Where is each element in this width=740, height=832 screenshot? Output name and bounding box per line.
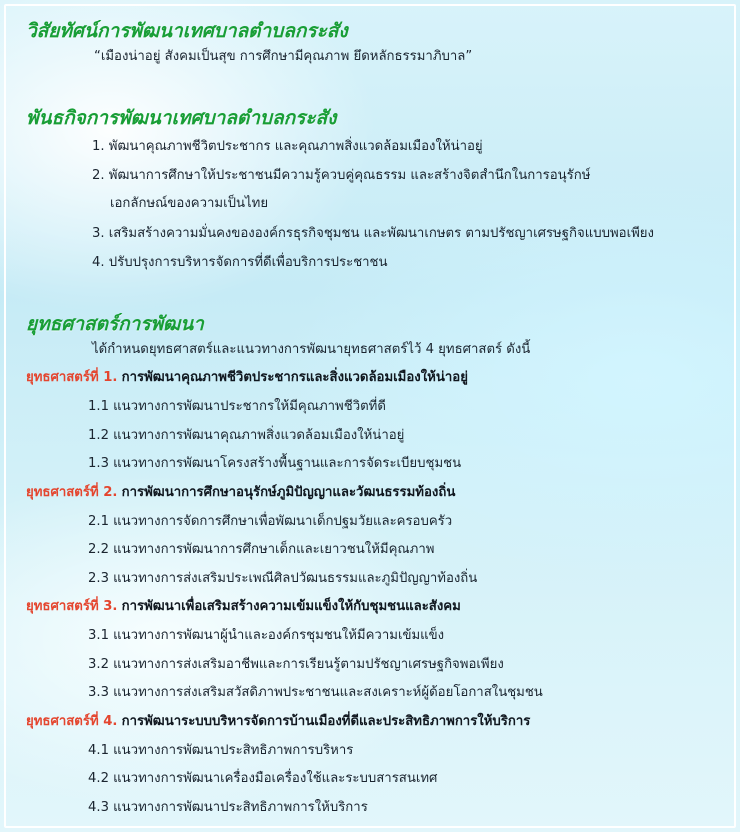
mission-item-2: 2. พัฒนาการศึกษาให้ประชาชนมีความรู้ควบคู่คุณธรรม และสร้างจิตสำนึกในการอนุรักษ์ [92,168,591,183]
approach-3-1: 3.1 แนวทางการพัฒนาผู้นำและองค์กรชุมชนให้มีความเข้มแข็ง [88,628,445,643]
approach-3-2: 3.2 แนวทางการส่งเสริมอาชีพและการเรียนรู้ตามปรัชญาเศรษฐกิจพอเพียง [88,657,504,672]
strategy-heading: ยุทธศาสตร์การพัฒนา [26,313,204,335]
approach-2-3: 2.3 แนวทางการส่งเสริมประเพณีศิลปวัฒนธรรมและภูมิปัญญาท้องถิ่น [88,571,478,586]
strategy-4-title: การพัฒนาระบบบริหารจัดการบ้านเมืองที่ดีและประสิทธิภาพการให้บริการ [121,714,531,729]
approach-4-3: 4.3 แนวทางการพัฒนาประสิทธิภาพการให้บริการ [88,800,368,815]
approach-4-2: 4.2 แนวทางการพัฒนาเครื่องมือเครื่องใช้และระบบสารสนเทศ [88,771,438,786]
strategy-4-prefix: ยุทธศาสตร์ที่ 4. [26,714,118,729]
strategy-4-title-row [26,714,530,730]
approach-1-1: 1.1 แนวทางการพัฒนาประชากรให้มีคุณภาพชีวิตที่ดี [88,399,386,414]
strategy-1-title-row [26,370,468,386]
approach-4-1: 4.1 แนวทางการพัฒนาประสิทธิภาพการบริหาร [88,743,354,758]
strategy-3-title-row [26,599,461,615]
strategy-2-title-row [26,485,455,501]
mission-item-1: 1. พัฒนาคุณภาพชีวิตประชากร และคุณภาพสิ่งแวดล้อมเมืองให้น่าอยู่ [92,139,483,154]
mission-item-4: 4. ปรับปรุงการบริหารจัดการที่ดีเพื่อบริการประชาชน [92,255,388,270]
vision-statement: “เมืองน่าอยู่ สังคมเป็นสุข การศึกษามีคุณภาพ ยึดหลักธรรมาภิบาล” [94,49,473,64]
mission-item-3: 3. เสริมสร้างความมั่นคงขององค์กรธุรกิจชุมชน และพัฒนาเกษตร ตามปรัชญาเศรษฐกิจแบบพอเพียง [92,226,654,241]
approach-2-1: 2.1 แนวทางการจัดการศึกษาเพื่อพัฒนาเด็กปฐมวัยและครอบครัว [88,514,453,529]
vision-heading: วิสัยทัศน์การพัฒนาเทศบาลตำบลกระสัง [26,20,348,42]
approach-2-2: 2.2 แนวทางการพัฒนาการศึกษาเด็กและเยาวชนให้มีคุณภาพ [88,542,435,557]
strategy-2-title: การพัฒนาการศึกษาอนุรักษ์ภูมิปัญญาและวัฒนธรรมท้องถิ่น [121,485,456,500]
mission-heading: พันธกิจการพัฒนาเทศบาลตำบลกระสัง [26,107,337,129]
strategy-1-title: การพัฒนาคุณภาพชีวิตประชากรและสิ่งแวดล้อมเมืองให้น่าอยู่ [121,370,468,385]
strategy-1-prefix: ยุทธศาสตร์ที่ 1. [26,370,118,385]
strategy-2-prefix: ยุทธศาสตร์ที่ 2. [26,485,118,500]
strategy-3-title: การพัฒนาเพื่อเสริมสร้างความเข้มแข็งให้กับชุมชนและสังคม [121,599,461,614]
strategy-intro: ได้กำหนดยุทธศาสตร์และแนวทางการพัฒนายุทธศาสตร์ไว้ 4 ยุทธศาสตร์ ดังนี้ [92,342,531,357]
mission-item-2-continued: เอกลักษณ์ของความเป็นไทย [110,196,269,211]
approach-1-3: 1.3 แนวทางการพัฒนาโครงสร้างพื้นฐานและการจัดระเบียบชุมชน [88,456,462,471]
approach-3-3: 3.3 แนวทางการส่งเสริมสวัสดิภาพประชาชนและสงเคราะห์ผู้ด้อยโอกาสในชุมชน [88,685,543,700]
strategy-3-prefix: ยุทธศาสตร์ที่ 3. [26,599,118,614]
approach-1-2: 1.2 แนวทางการพัฒนาคุณภาพสิ่งแวดล้อมเมืองให้น่าอยู่ [88,428,405,443]
